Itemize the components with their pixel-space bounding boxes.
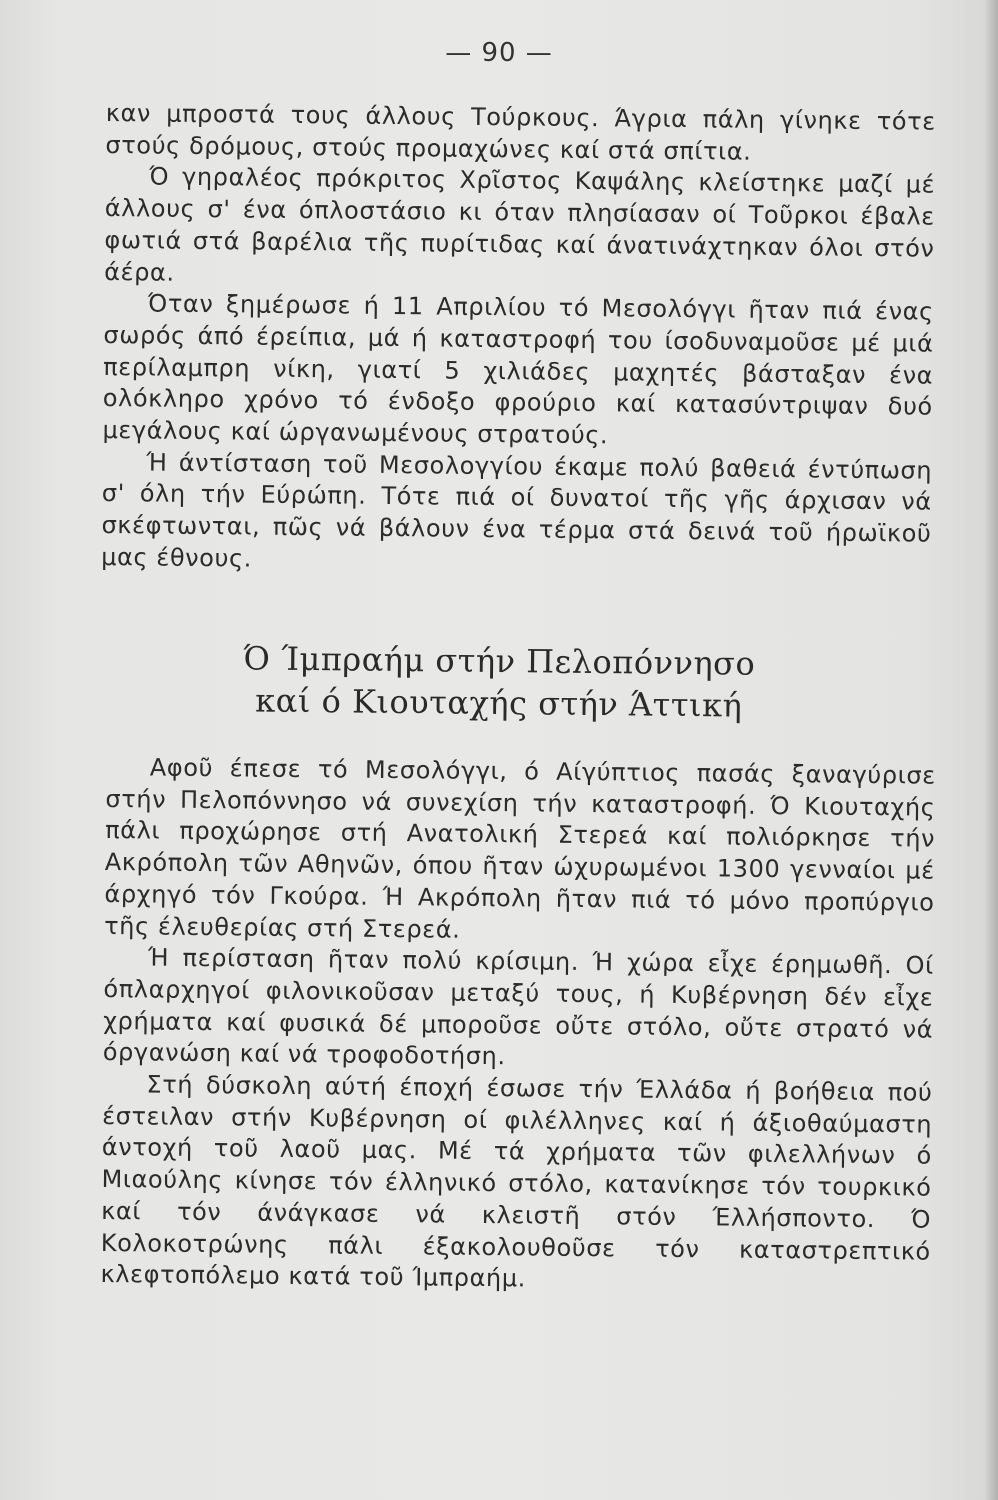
paragraph: Αφοῦ έπεσε τό Μεσολόγγι, ό Αίγύπτιος πασάς ξαναγύρισε στήν Πελοπόννησο νά συνεχίση τήν καταστροφή. Ό Κιουταχής πάλι προχώρησε στή Ανατολική Στερεά καί πολιόρκησε τήν Ακρόπολη τῶν Αθηνῶν, όπου ῆταν ώχυρωμένοι 1300 γενναίοι μέ άρχηγό τόν Γκούρα. Ή Ακρόπολη ῆταν πιά τό μόνο προπύργιο τῆς έλευθερίας στή Στερεά. [104,753,936,944]
page-edge-shadow [984,0,998,1500]
paragraph: καν μπροστά τους άλλους Τούρκους. Άγρια πάλη γίνηκε τότε στούς δρόμους, στούς προμαχώνες καί στά σπίτια. [105,98,936,166]
paragraph: Στή δύσκολη αύτή έποχή έσωσε τήν Έλλάδα ή βοήθεια πού έστειλαν στήν Κυβέρνηση οί φιλέλληνες καί ή άξιοθαύμαστη άντοχή τοῦ λαοῦ μας. Μέ τά χρήματα τῶν φιλελλήνων ό Μιαούλης κίνησε τόν έλληνικό στόλο, κατανίκησε τόν τουρκικό καί τόν άνάγκασε νά κλειστῆ στόν Έλλήσποντο. Ό Κολοκοτρώνης πάλι έξακολουθοῦσε τόν καταστρεπτικό κλεφτοπόλεμο κατά τοῦ Ίμπραήμ. [100,1070,933,1293]
paragraph: Ό γηραλέος πρόκριτος Χρῖστος Καψάλης κλείστηκε μαζί μέ άλλους σ' ένα όπλοστάσιο κι όταν πλησίασαν οί Τοῦρκοι έβαλε φωτιά στά βαρέλια τῆς πυρίτιδας καί άνατινάχτηκαν όλοι στόν άέρα. [104,162,936,287]
section-heading [0,635,998,729]
page-number: — 90 — [445,38,553,68]
section-heading-line-2: καί ό Κιουταχής στήν Άττική [255,681,743,725]
paragraph: Ή περίσταση ῆταν πολύ κρίσιμη. Ή χώρα εἶχε έρημωθῆ. Οί όπλαρχηγοί φιλονικοῦσαν μεταξύ τους, ή Κυβέρνηση δέν εἶχε χρήματα καί φυσικά δέ μποροῦσε οὔτε στόλο, οὔτε στρατό νά όργανώση καί νά τροφοδοτήση. [102,943,934,1071]
paragraph: Ή άντίσταση τοῦ Μεσολογγίου έκαμε πολύ βαθειά έντύπωση σ' όλη τήν Εύρώπη. Τότε πιά οί δυνατοί τῆς γῆς άρχισαν νά σκέφτωνται, πῶς νά βάλουν ένα τέρμα στά δεινά τοῦ ήρωϊκοῦ μας έθνους. [101,448,933,573]
section-heading-line-1: Ό Ίμπραήμ στήν Πελοπόννησο [242,639,756,683]
text-block-after-heading [100,752,936,1300]
paragraph: Όταν ξημέρωσε ή 11 Απριλίου τό Μεσολόγγι ῆταν πιά ένας σωρός άπό έρείπια, μά ή καταστροφή του ίσοδυναμοῦσε μέ μιά περίλαμπρη νίκη, γιατί 5 χιλιάδες μαχητές βάσταξαν ένα ολόκληρο χρόνο τό ένδοξο φρούριο καί κατασύντριψαν δυό μεγάλους καί ώργανωμένους στρατούς. [102,289,934,450]
text-block-before-heading [101,98,936,582]
